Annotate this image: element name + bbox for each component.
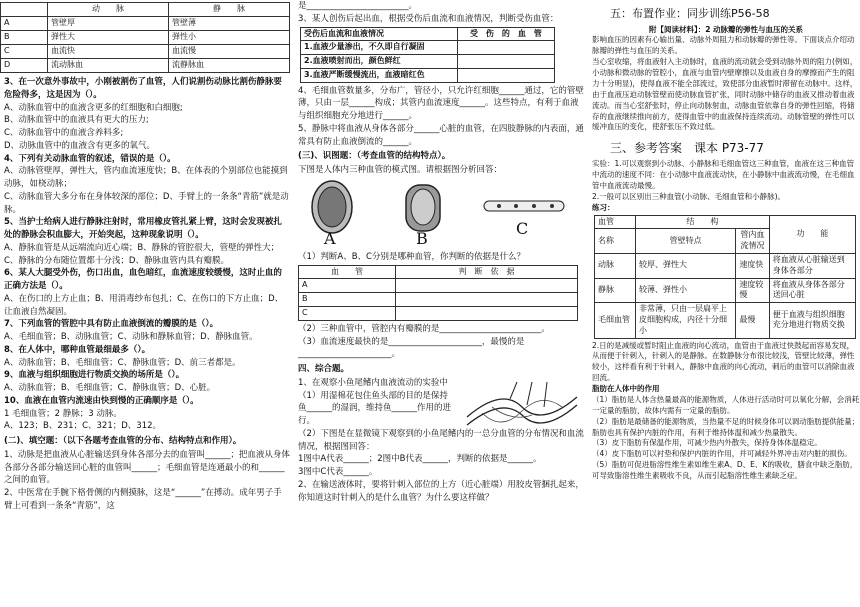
option: A、毛细血管；B、动脉血管；C、动脉和静脉血管；D、静脉血管。 [4,332,258,342]
question-3-injury: 3、某人创伤后起出血，根据受伤后血流和血液情况，判断受伤血管： [298,13,559,24]
fat-point-3: （3）皮下脂肪有保温作用，可减少热内外散失，保持身体体温稳定。 [592,438,822,448]
table-row [301,55,555,69]
table-cell: 动脉 [595,254,636,279]
question-8: 8、在人体中，哪种血管最细最多（）。 [4,344,151,355]
reading-para-1: 影响血压的因素有心输出量、动脉外周阻力和动脉瓣的弹性等。下面谈点介绍动脉瓣的弹性与血压的关系。 [592,35,855,56]
table-cell: 速度快 [736,254,769,279]
table-cell: 静脉 [595,278,636,303]
table-cell: 弹性小 [169,31,290,45]
table-cell: 管壁厚 [48,17,169,31]
table-cell: 2.血液喷射而出，颜色鲜红 [301,55,458,69]
table-cell: 非常薄，只由一层扁平上皮细胞构成，内径十分细小 [636,303,736,338]
table-cell: 毛细血管 [595,303,636,338]
fat-point-1: （1）脂肪是人体含热量最高的能源物质，人体进行活动时可以氧化分解，会消耗一定量的脂肪，故体内需有一定量的脂肪。 [592,394,860,415]
table-cell: 血流慢 [169,45,290,59]
capillary-network-diagram [462,377,582,439]
table-cell: 动 脉 [48,3,169,17]
table-cell: 管壁薄 [169,17,290,31]
question-5: 5、当护士给病人进行静脉注射时，常用橡皮管扎紧上臂，这时会发现被扎处的静脉会积血膨大，开始突起，这种现象说明（）。 [4,217,282,240]
table-cell: B [1,31,48,45]
column-left [0,0,290,607]
reading-para-2: 当心室收缩，将血液射入主动脉时，血液的流动就会受到动脉外周的阻力(例如，小动脉和微动脉的管腔小，血液与血管内壁摩擦以及血液自身的摩擦而产生的阻力十分明显)，使得血液不能全部流过，致使部分血液暂时滞留在动脉中。这样，由于血液压迫动脉管壁而使动脉血管扩张，同时动脉中储存的血液又推动着血液流动。而当心室舒张时，停止向动脉射血，动脉血管依靠自身的弹性回缩，将储存的血液继续推向前方，使得血管中的血液保持连续流动。动脉管壁的弹性可以缓冲血压的变化，使舒张压不致过低。 [592,57,858,132]
table-cell: 受伤后血流和血液情况 [301,27,458,41]
question-9: 9、血液与组织细胞进行物质交换的场所是（）。 [4,370,185,381]
question-3: 3、在一次意外事故中，小刚被割伤了血管，人们说割伤动脉比割伤静脉要危险得多，这是因为（）。 [4,77,282,100]
table-cell [457,41,554,55]
fat-point-2: （2）脂肪是最储备的能源物质，当热量不足的时候身体可以调动脂肪提供能量；脂肪也具有保护内脏的作用，有利于维持体温和减少热量散失。 [592,416,860,437]
fat-point-5: （5）脂肪可促进脂溶性维生素如维生素A、D、E、K的吸收，膳食中缺乏脂肪，可导致脂溶性维生素吸收不良，从而引起脂溶性维生素缺乏症。 [592,460,858,481]
question-injection: 2、在输送液体时，要将针刺入部位的上方（近心脏端）用胶皮管捆扎起来，你知道这时针刺入的是什么血管？为什么要这样做？ [298,479,584,503]
fat-heading: 脂肪在人体中的作用 [592,384,660,394]
option: A、123；B、231；C、321；D、312。 [4,421,162,432]
table-cell [457,55,554,69]
fill-question-2: 2、中医常在手腕下格骨侧的内侧摸脉，这是“______”在搏动。成年男子手臂上可看到一条条“青筋”，这 [4,488,282,511]
table-row [1,17,290,31]
table-cell: 受 伤 的 血 管 [457,27,554,41]
option: D、动脉血管中的血液含有更多的氧气。 [4,140,156,151]
section-fill-in: (二)、填空题：（以下各题考查血管的分布、结构特点和作用）。 [4,436,242,446]
exercise-label: 练习： [592,202,615,212]
artery-vein-table [0,2,290,73]
question-6: 6、某人大腿受外伤，伤口出血，血色暗红，血流速度较缓慢，这时止血的正确方法是（）。 [4,268,282,291]
vessel-figure [294,179,586,249]
experiment-intro: 1、在观察小鱼尾鳍内血液流动的实验中 [298,377,448,388]
table-cell: 血 管 [299,265,396,279]
vessel-drawing [294,179,584,249]
table-cell: 静 脉 [169,3,290,17]
figure-label-b: B [416,228,428,248]
table-cell: A [1,17,48,31]
experiment-q2-1: 1图中A代表______；2图中B代表______，判断的依据是______。 [298,454,542,465]
table-cell: 判 断 依 据 [396,265,578,279]
option: C、动脉血管大多分布在身体较深的部位；D、手臂上的一条条“青筋”就是动脉。 [4,191,289,215]
homework-heading: 五：布置作业：同步训练P56-58 [610,7,770,20]
table-cell: 便于血液与组织细胞充分地进行物质交换 [769,303,855,338]
identify-table [298,265,578,321]
table-cell: 管壁特点 [636,229,736,254]
figure-label-c: C [516,218,529,238]
option: A、动脉血管；B、毛细血管；C、静脉血管；D、心脏。 [4,383,216,393]
table-row [595,254,856,279]
table-header [1,3,290,17]
option: C、静脉的分布随位置都十分浅；D、静脉血管内具有瓣膜。 [4,255,229,266]
table-cell: 1.血液少量渗出，不久即自行凝固 [301,41,458,55]
answer-experiment-1: 实验：1.可以观察到小动脉、小静脉和毛细血管这三种血管，血液在这三种血管中流动的速度不同：在小动脉中血液流动快，在小静脉中血液流动慢，在毛细血管中血液流动最慢。 [592,159,855,190]
option: B、动脉血管中的血液具有更大的压力; [4,115,149,126]
table-cell: 将血液从心脏输送到身体各部分 [769,254,855,279]
table-row [595,303,856,338]
table-cell [396,307,578,321]
option: C、动脉血管中的血液含养料多; [4,128,124,138]
table-cell: 弹性大 [48,31,169,45]
table-row [1,45,290,59]
option: 1 毛细血管；2 静脉；3 动脉。 [4,408,122,419]
column-right [590,0,860,607]
answer-exercise-2: 2.日的是减缓或暂时阻止血液的向心流动，血管由于血液过快鼓起而容易发现，从而便于针刺入，针刺入的是静脉。在数静脉分布很比较浅，管壁比较薄，弹性较小，这样看有利于针刺入，静脉中血液的向心流动，刺后的血管可以消除血液回流。 [592,340,855,383]
section-diagram: (三)、识图题：（考查血管的结构特点）。 [298,151,451,162]
table-cell: C [1,45,48,59]
reading-subtitle: 附【阅读材料】：2 动脉瓣的弹性与血压的关系 [648,24,804,34]
column-middle [294,0,586,607]
table-cell: 3.血液严断缓慢流出，血液暗红色 [301,68,458,82]
figure-intro: 下图是人体内三种血管的模式图。请根据图分析回答： [298,165,503,176]
table-cell: 最慢 [736,303,769,338]
vessel-answer-table [594,215,856,339]
answer-experiment-2: 2.一般可以区别出三种血管(小动脉、毛细血管和小静脉)。 [592,191,786,201]
experiment-q2-3: 3图中C代表______。 [298,467,378,478]
table-cell: 结 构 [636,215,770,229]
table-row [299,293,578,307]
table-cell: 管内血流情况 [736,229,769,254]
table-cell: 流静脉血 [169,59,290,73]
fish-experiment [294,377,586,428]
table-cell: C [299,307,396,321]
table-cell: 名称 [595,229,636,254]
table-cell [396,293,578,307]
option: A、动脉血管中的血液含更多的红细胞和白细胞; [4,102,183,113]
table-cell: A [299,279,396,293]
question-5-vein: 5、静脉中将血液从身体各部分______心脏的血管，在四肢静脉的内表面，通常具有防止血液倒流的______。 [298,123,584,147]
table-cell: 较薄、弹性小 [636,278,736,303]
option: A、静脉血管是从远端流向近心端；B、静脉的管腔很大，管壁的弹性大； [4,242,280,253]
fill-question-1: 1、动脉是把血液从心脏输送到身体各部分去的血管叫______；把血液从身体各部分各部分输送回心脏的血管叫______；毛细血管是连通最小的和______之间的血管。 [4,449,290,486]
continued-text: 是________________________。 [298,1,418,11]
experiment-q1: （1）用湿棉花包住鱼头部的目的是保持鱼______的湿润，维持鱼______作用的进行。 [298,390,452,427]
table-cell: 血流快 [48,45,169,59]
table-cell [396,279,578,293]
table-row [299,279,578,293]
table-cell: B [299,293,396,307]
answers-heading: 三、参考答案 课本 P73-77 [610,141,764,156]
table-header [299,265,578,279]
table-header [301,27,555,41]
option: A、动脉血管；B、毛细血管；C、静脉血管；D、前三者都是。 [4,357,241,368]
table-cell: 血管 [595,215,636,229]
question-identify: （1）判断A、B、C分别是哪种血管，你判断的依据是什么？ [298,251,525,262]
figure-label-a: A [324,228,336,248]
table-row [301,68,555,82]
question-4: 4、下列有关动脉血管的叙述，错误的是（）。 [4,153,176,164]
table-row [299,307,578,321]
table-cell: 功 能 [769,215,855,253]
question-4-capillary: 4、毛细血管数量多，分布广，管径小，只允许红细胞______通过，它的管壁薄，只由一层______构成；其管内血流速度______。这些特点，有利于血液与组织细胞充分地进行______。 [298,85,584,122]
table-row [1,59,290,73]
experiment-q2: （2）下图是在显微镜下观察到的小鱼尾鳍内的一总分血管的分布情况和血流情况，根据图回答： [298,428,584,452]
table-cell: D [1,59,48,73]
table-cell: 速度较慢 [736,278,769,303]
table-cell [457,68,554,82]
question-10: 10、血液在血管内流速由快到慢的正确顺序是（）。 [4,395,199,406]
option: A、在伤口的上方止血；B、用消毒纱布包扎；C、在伤口的下方止血；D、让血液自然凝固。 [4,293,284,317]
fat-point-4: （4）皮下脂肪可以衬垫和保护内脏的作用，并可减轻外界冲击对内脏的损伤。 [592,449,852,459]
table-row [595,278,856,303]
table-header [595,215,856,229]
injury-table [300,27,555,83]
question-speed: （3）血流速度最快的是______________________，最慢的是______________________。 [298,336,525,360]
table-row [1,31,290,45]
option: A、动脉管壁厚，弹性大，管内血流速度快；B、在体表的个别部位也能摸到动脉，如桡动脉； [4,166,288,189]
section-comprehensive: 四、综合题。 [298,364,350,375]
question-valve: （2）三种血管中，管腔内有瓣膜的是________________________。 [298,323,550,334]
table-cell [1,3,48,17]
table-cell: 较厚、弹性大 [636,254,736,279]
table-cell: 将血液从身体各部分送回心脏 [769,278,855,303]
table-row [301,41,555,55]
table-cell: 流动脉血 [48,59,169,73]
question-7: 7、下列血管的管腔中具有防止血液倒流的瓣膜的是（）。 [4,319,219,330]
